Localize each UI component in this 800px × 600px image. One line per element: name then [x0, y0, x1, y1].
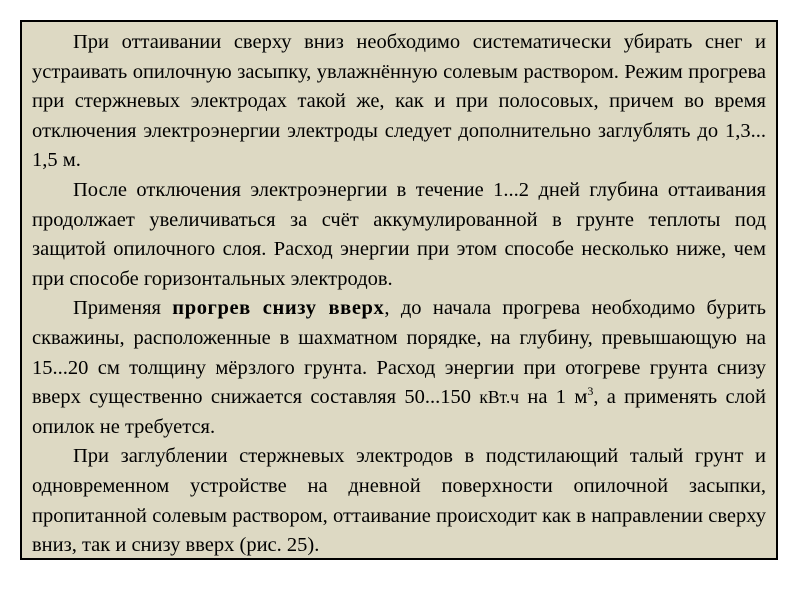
paragraph-1: При оттаивании сверху вниз необходимо систематически убирать снег и устраивать опилочную засыпку, увлажнённую солевым раствором. Режим прогрева при стержневых электродах такой же, как и при полосовых, причем во время отключения электроэнергии электроды следует дополнительно заглублять до 1,3... 1,5 м. — [32, 31, 766, 172]
paragraph-3 — [32, 294, 766, 442]
paragraph-3-area: на 1 м — [519, 386, 588, 409]
paragraph-3-lead: Применяя — [73, 297, 173, 320]
text-panel — [20, 20, 778, 560]
paragraph-2: После отключения электроэнергии в течение 1...2 дней глубина оттаивания продолжает увеличиваться за счёт аккумулированной в грунте теплоты под защитой опилочного слоя. Расход энергии при этом способе несколько ниже, чем при способе горизонтальных электродов. — [32, 178, 766, 290]
paragraph-4: При заглублении стержневых электродов в подстилающий талый грунт и одновременном устройстве на дневной поверхности опилочной засыпки, пропитанной солевым раствором, оттаивание происходит как в направлении сверху вниз, так и снизу вверх (рис. 25). — [32, 445, 766, 557]
superscript-3: 3 — [587, 384, 594, 399]
energy-unit: кВт.ч — [479, 387, 520, 408]
paragraph-3-body: , до начала прогрева необходимо бурить скважины, расположенные в шахматном порядке, на глубину, превышающую на 15...20 см толщину мёрзлого грунта. Расход энергии при отогреве грунта снизу вверх существенно снижается составляя 50...150 — [32, 297, 766, 409]
paragraph-3-bold-term: прогрев снизу вверх — [172, 297, 385, 320]
paragraph-3-tail: , а применять слой опилок не требуется. — [32, 386, 767, 438]
